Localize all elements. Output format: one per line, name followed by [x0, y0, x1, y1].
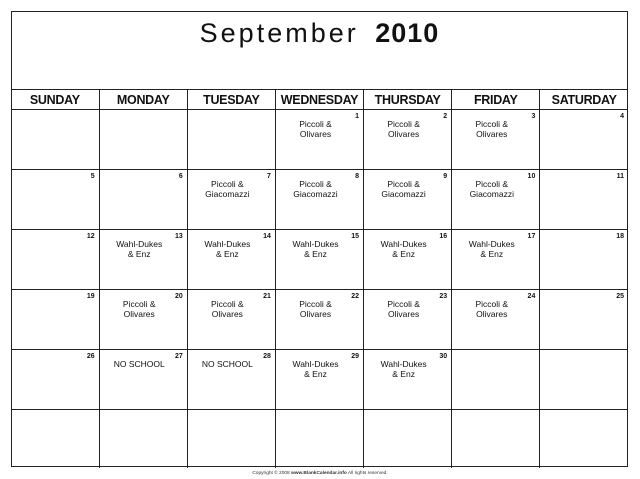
week-row: [11, 290, 628, 350]
footer-site: www.BlankCalendar.info: [291, 471, 347, 476]
day-number: 20: [174, 293, 183, 300]
day-cell: [187, 290, 275, 350]
day-number: 25: [616, 293, 624, 300]
day-cell: [275, 110, 363, 170]
day-cell: [11, 170, 99, 230]
weekday-monday: MONDAY: [99, 90, 187, 110]
week-row: [11, 410, 628, 469]
day-number: 16: [439, 233, 448, 240]
day-cell: [452, 110, 540, 170]
footer-suffix: All rights reserved.: [346, 471, 388, 476]
weekday-sunday: SUNDAY: [11, 90, 99, 110]
calendar-grid: [11, 89, 628, 468]
day-event: Piccoli & Olivares: [475, 299, 509, 319]
day-number: 6: [178, 173, 183, 180]
day-cell: [452, 290, 540, 350]
day-event: Piccoli & Olivares: [211, 299, 244, 319]
day-cell: [275, 230, 363, 290]
day-cell: [99, 290, 187, 350]
day-number: 3: [531, 113, 536, 120]
day-cell: [452, 350, 540, 410]
day-event: Piccoli & Olivares: [387, 119, 420, 139]
day-number: 28: [263, 353, 271, 360]
day-event: Wahl-Dukes & Enz: [116, 239, 163, 259]
day-number: 7: [267, 173, 271, 180]
day-number: 2: [443, 113, 448, 120]
day-event: Wahl-Dukes & Enz: [468, 239, 515, 259]
title-year: 2010: [375, 18, 440, 48]
day-cell: [187, 350, 275, 410]
day-cell: [364, 350, 452, 410]
day-cell: [187, 110, 275, 170]
day-number: 22: [351, 293, 360, 300]
day-number: 27: [174, 353, 183, 360]
week-row: [11, 110, 628, 170]
day-cell: [11, 110, 99, 170]
day-cell: [275, 290, 363, 350]
day-cell: [275, 410, 363, 469]
day-number: 30: [439, 353, 448, 360]
day-event: Piccoli & Giacomazzi: [293, 179, 338, 199]
day-event: Wahl-Dukes & Enz: [380, 239, 427, 259]
day-event: Piccoli & Olivares: [475, 119, 509, 139]
week-row: [11, 170, 628, 230]
day-event: Wahl-Dukes & Enz: [204, 239, 251, 259]
day-cell: [11, 410, 99, 469]
day-number: 11: [616, 173, 624, 180]
weekday-friday: FRIDAY: [452, 90, 540, 110]
day-event: Piccoli & Olivares: [122, 299, 156, 319]
day-number: 23: [439, 293, 448, 300]
day-number: 1: [355, 113, 360, 120]
day-number: 10: [527, 173, 536, 180]
day-cell: [99, 230, 187, 290]
day-cell: [364, 230, 452, 290]
day-event: Wahl-Dukes & Enz: [292, 359, 339, 379]
day-cell: [187, 170, 275, 230]
day-number: 21: [263, 293, 271, 300]
title-month: September: [199, 18, 359, 48]
day-cell: [540, 230, 628, 290]
day-cell: [540, 410, 628, 469]
day-cell: [540, 110, 628, 170]
day-cell: [11, 290, 99, 350]
day-event: Piccoli & Olivares: [299, 299, 332, 319]
day-number: 12: [86, 233, 95, 240]
week-row: [11, 230, 628, 290]
day-event: Piccoli & Giacomazzi: [469, 179, 514, 199]
weekday-header-row: [11, 90, 628, 110]
day-cell: [99, 170, 187, 230]
day-number: 14: [263, 233, 271, 240]
day-cell: [452, 410, 540, 469]
weekday-thursday: THURSDAY: [364, 90, 452, 110]
week-row: [11, 350, 628, 410]
day-number: 24: [527, 293, 536, 300]
day-cell: [452, 230, 540, 290]
calendar-title: [11, 18, 628, 49]
weekday-tuesday: TUESDAY: [187, 90, 275, 110]
day-number: 9: [443, 173, 448, 180]
day-number: 5: [90, 173, 95, 180]
day-number: 15: [351, 233, 360, 240]
day-event: Wahl-Dukes & Enz: [292, 239, 339, 259]
day-cell: [452, 170, 540, 230]
weekday-saturday: SATURDAY: [540, 90, 628, 110]
day-cell: [540, 350, 628, 410]
copyright-footer: [0, 471, 640, 476]
day-cell: [364, 290, 452, 350]
day-number: 19: [86, 293, 95, 300]
day-number: 26: [86, 353, 95, 360]
day-event: Piccoli & Giacomazzi: [205, 179, 250, 199]
day-number: 29: [351, 353, 360, 360]
day-cell: [540, 170, 628, 230]
day-cell: [364, 170, 452, 230]
day-cell: [187, 230, 275, 290]
day-event: Piccoli & Olivares: [299, 119, 332, 139]
day-cell: [540, 290, 628, 350]
day-cell: [275, 350, 363, 410]
day-cell: [99, 110, 187, 170]
day-number: 4: [620, 113, 624, 120]
day-cell: [99, 410, 187, 469]
day-number: 17: [527, 233, 536, 240]
day-number: 18: [616, 233, 624, 240]
weekday-wednesday: WEDNESDAY: [275, 90, 363, 110]
day-cell: [187, 410, 275, 469]
day-cell: [275, 170, 363, 230]
day-cell: [11, 350, 99, 410]
day-cell: [11, 230, 99, 290]
day-number: 13: [174, 233, 183, 240]
day-event: NO SCHOOL: [201, 359, 253, 369]
day-cell: [364, 110, 452, 170]
day-cell: [364, 410, 452, 469]
day-event: Piccoli & Olivares: [387, 299, 420, 319]
day-number: 8: [355, 173, 360, 180]
day-event: Piccoli & Giacomazzi: [381, 179, 426, 199]
footer-prefix: Copyright © 2008: [252, 471, 292, 476]
day-event: NO SCHOOL: [113, 359, 165, 369]
day-event: Wahl-Dukes & Enz: [380, 359, 427, 379]
day-cell: [99, 350, 187, 410]
